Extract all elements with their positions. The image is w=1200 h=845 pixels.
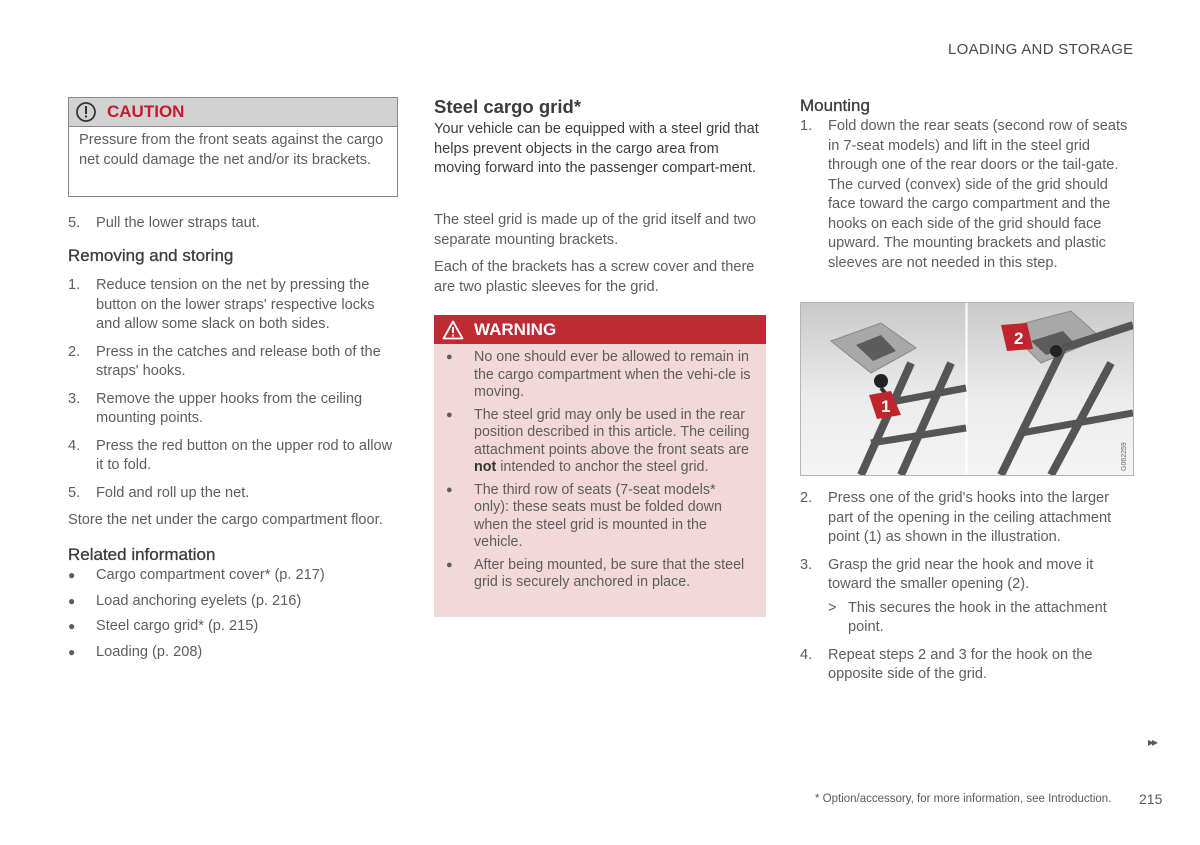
mounting-illustration xyxy=(800,302,1134,476)
exclamation-circle-icon xyxy=(75,101,97,123)
page-number: 215 xyxy=(1139,791,1163,807)
step-item xyxy=(800,489,1134,548)
result-marker: > xyxy=(828,599,837,616)
mounting-heading: Mounting xyxy=(800,96,870,115)
step-text: Reduce tension on the net by pressing the button on the lower straps' respective locks and allow some slack on both sides. xyxy=(96,277,375,332)
caution-header xyxy=(69,98,397,127)
paragraph: The steel grid is made up of the grid itself and two separate mounting brackets. xyxy=(434,212,757,248)
bullet-icon: ● xyxy=(68,593,76,608)
warning-triangle-icon xyxy=(442,320,464,340)
related-link-text[interactable]: Loading (p. 208) xyxy=(96,643,203,660)
step-number: 5. xyxy=(68,484,81,501)
step-number: 5. xyxy=(68,215,81,231)
step-number: 2. xyxy=(68,343,81,360)
step-text: Press one of the grid's hooks into the larger part of the opening in the ceiling attachment point (1) as shown in the illustration. xyxy=(828,490,1112,545)
bullet-icon: ● xyxy=(68,568,76,582)
related-link-text[interactable]: Load anchoring eyelets (p. 216) xyxy=(96,592,302,609)
step-item xyxy=(800,117,1134,273)
warning-item xyxy=(434,482,752,552)
step-number: 4. xyxy=(68,437,81,454)
result-item xyxy=(800,599,1134,638)
warning-item-text: The steel grid may only be used in the rear position described in this article. The ceiling attachment points above the front seats are not intended to anchor the steel grid. xyxy=(474,406,750,475)
warning-box xyxy=(434,315,766,617)
result-text: This secures the hook in the attachment point. xyxy=(848,599,1107,635)
step-text: Press in the catches and release both of the straps' hooks. xyxy=(96,343,381,379)
continued-arrow-icon: ▸▸ xyxy=(1148,735,1157,749)
step-number: 1. xyxy=(68,277,81,293)
related-links xyxy=(68,566,400,662)
caution-box xyxy=(68,97,398,197)
warning-list xyxy=(434,344,766,592)
step-number: 1. xyxy=(800,118,813,134)
warning-item-text: After being mounted, be sure that the steel grid is securely anchored in place. xyxy=(474,556,745,590)
step-text: Remove the upper hooks from the ceiling mounting points. xyxy=(96,390,363,426)
related-link[interactable] xyxy=(68,643,400,663)
intro-text: Your vehicle can be equipped with a steel grid that helps prevent objects in the cargo area from moving forward into the passenger compart-ment. xyxy=(434,121,759,176)
bullet-icon: ● xyxy=(68,619,76,633)
step-item xyxy=(68,437,400,476)
step-text: Grasp the grid near the hook and move it toward the smaller opening (2). xyxy=(828,556,1094,592)
step-text: Press the red button on the upper rod to allow it to fold. xyxy=(96,437,393,473)
related-link[interactable] xyxy=(68,592,400,612)
related-link-text[interactable]: Cargo compartment cover* (p. 217) xyxy=(96,567,325,583)
related-heading: Related information xyxy=(68,545,216,564)
step-text: Fold down the rear seats (second row of seats in 7-seat models) and lift in the steel grid through one of the rear doors or the tail-gate. The curved (convex) side of the grid should face toward the cargo compartment and the hooks on each side of the grid should face upward. The mounting brackets and plastic sleeves are not needed in this step. xyxy=(828,118,1128,271)
step-item xyxy=(68,484,400,504)
bullet-icon: ● xyxy=(446,351,453,363)
warning-header xyxy=(434,315,766,344)
section-title: Steel cargo grid* xyxy=(434,96,582,117)
step-number: 4. xyxy=(800,646,813,663)
step-item xyxy=(68,343,400,382)
step-text: Repeat steps 2 and 3 for the hook on the opposite side of the grid. xyxy=(828,646,1093,682)
caution-text: Pressure from the front seats against the cargo net could damage the net and/or its brackets. xyxy=(79,132,384,168)
step-number: 3. xyxy=(68,390,81,407)
removing-heading: Removing and storing xyxy=(68,246,234,265)
step-number: 3. xyxy=(800,556,813,573)
step-text: Pull the lower straps taut. xyxy=(96,215,260,231)
step-number: 2. xyxy=(800,490,813,506)
callout-label-1: 1 xyxy=(881,397,891,416)
step-item xyxy=(800,646,1134,685)
warning-item xyxy=(434,349,752,402)
related-link-text[interactable]: Steel cargo grid* (p. 215) xyxy=(96,618,259,634)
warning-item-text: The third row of seats (7-seat models* only): these seats must be folded down when the steel grid is mounted in the vehicle. xyxy=(474,481,722,550)
section-header: LOADING AND STORAGE xyxy=(948,41,1134,58)
removing-steps xyxy=(68,276,400,531)
warning-title: WARNING xyxy=(474,319,557,339)
callout-label-2: 2 xyxy=(1014,329,1024,348)
warning-item xyxy=(434,407,752,477)
step-item xyxy=(68,276,400,335)
bullet-icon: ● xyxy=(446,483,453,496)
bullet-icon: ● xyxy=(446,558,453,571)
step-item xyxy=(800,556,1134,595)
store-text: Store the net under the cargo compartment floor. xyxy=(68,512,383,528)
footnote: * Option/accessory, for more information, see Introduction. xyxy=(815,793,1112,805)
related-link[interactable] xyxy=(68,566,400,586)
grid-hook-illustration xyxy=(801,303,1133,475)
bullet-icon: ● xyxy=(446,408,453,421)
step-item xyxy=(68,214,400,234)
step-item xyxy=(68,390,400,429)
mounting-steps xyxy=(800,489,1134,685)
step-text: Fold and roll up the net. xyxy=(96,484,250,501)
warning-item-text: No one should ever be allowed to remain in the cargo compartment when the vehi-cle is moving. xyxy=(474,349,751,400)
paragraph: Each of the brackets has a screw cover and there are two plastic sleeves for the grid. xyxy=(434,259,755,295)
warning-item xyxy=(434,557,752,592)
bullet-icon: ● xyxy=(68,644,76,659)
caution-title: CAUTION xyxy=(107,102,185,121)
illustration-code: G062259 xyxy=(1121,442,1128,471)
related-link[interactable] xyxy=(68,617,400,637)
